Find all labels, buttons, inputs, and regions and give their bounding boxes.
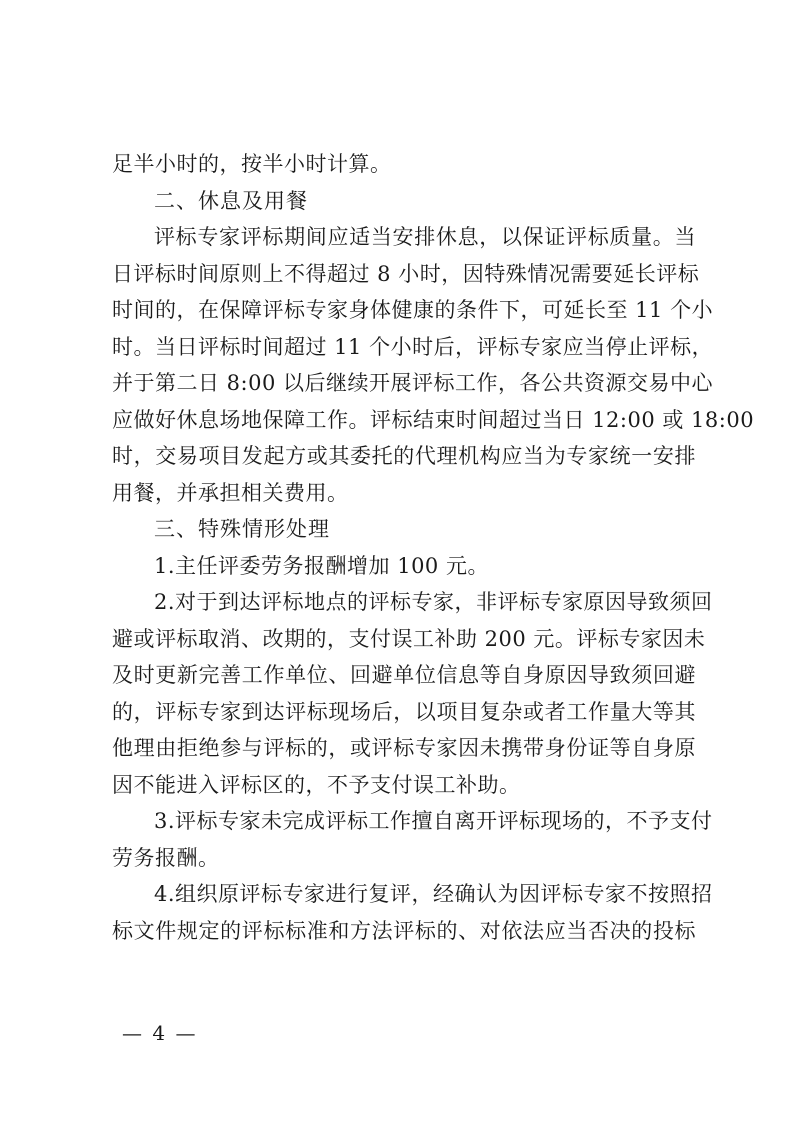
list-item-3: 3.评标专家未完成评标工作擅自离开评标现场的，不予支付 <box>154 809 713 833</box>
section-heading-rest-and-meals: 二、休息及用餐 <box>154 188 308 213</box>
paragraph-line: 用餐，并承担相关费用。 <box>112 480 349 505</box>
paragraph-line: 因不能进入评标区的，不予支付误工补助。 <box>112 772 521 797</box>
paragraph-line: 并于第二日 8:00 以后继续开展评标工作，各公共资源交易中心 <box>112 371 714 395</box>
paragraph-line: 时间的，在保障评标专家身体健康的条件下，可延长至 11 个小 <box>112 298 714 322</box>
paragraph-line: 的，评标专家到达评标现场后，以项目复杂或者工作量大等其 <box>112 699 696 724</box>
paragraph-line: 及时更新完善工作单位、回避单位信息等自身原因导致须回避 <box>112 663 696 687</box>
section-heading-special-cases: 三、特殊情形处理 <box>154 517 330 541</box>
paragraph-line: 时，交易项目发起方或其委托的代理机构应当为专家统一安排 <box>112 444 696 468</box>
paragraph-line: 时。当日评标时间超过 11 个小时后，评标专家应当停止评标， <box>112 334 714 359</box>
paragraph-line: 标文件规定的评标标准和方法评标的、对依法应当否决的投标 <box>112 918 696 943</box>
document-body <box>112 146 755 949</box>
paragraph-line: 日评标时间原则上不得超过 8 小时，因特殊情况需要延长评标 <box>112 261 700 286</box>
list-item-4: 4.组织原评标专家进行复评，经确认为因评标专家不按照招 <box>154 882 713 906</box>
paragraph-line: 应做好休息场地保障工作。评标结束时间超过当日 12:00 或 18:00 <box>112 407 755 432</box>
paragraph-line: 评标专家评标期间应适当安排休息，以保证评标质量。当 <box>154 225 696 249</box>
paragraph-line: 足半小时的，按半小时计算。 <box>112 152 392 176</box>
paragraph-line: 他理由拒绝参与评标的，或评标专家因未携带身份证等自身原 <box>112 736 696 760</box>
page-number: — 4 — <box>122 1021 198 1045</box>
list-item-1: 1.主任评委劳务报酬增加 100 元。 <box>154 553 489 578</box>
paragraph-line: 劳务报酬。 <box>112 845 220 870</box>
list-item-2: 2.对于到达评标地点的评标专家，非评标专家原因导致须回 <box>154 590 713 614</box>
paragraph-line: 避或评标取消、改期的，支付误工补助 200 元。评标专家因未 <box>112 626 706 651</box>
